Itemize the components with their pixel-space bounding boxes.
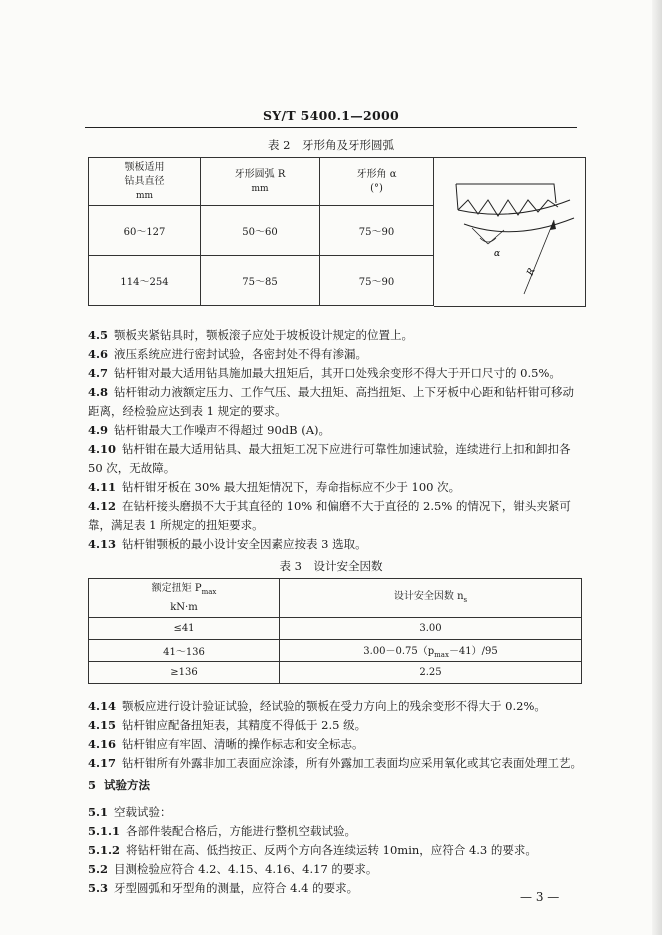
table-row [89, 618, 582, 640]
table3-caption: 表 3 设计安全因数 [279, 559, 383, 573]
header-text: 额定扭矩 P [151, 582, 202, 594]
table-cell: 75～90 [320, 256, 434, 306]
table2-header-diameter [89, 158, 201, 206]
table-cell: ≤41 [89, 618, 280, 640]
table2-header-angle [320, 158, 434, 206]
header-unit: kN·m [170, 601, 198, 613]
clause-4-7: 4.7 钻杆钳对最大适用钻具施加最大扭矩后，其开口处残余变形不得大于开口尺寸的 0.5%。 [88, 366, 561, 380]
table-cell: 3.00 [280, 618, 582, 640]
table-cell: 75～85 [201, 256, 320, 306]
formula-part: －41）/95 [448, 646, 498, 657]
header-line: 颚板适用 [124, 161, 165, 173]
table3-header-factor [280, 579, 582, 618]
header-line: 钻具直径 [124, 175, 165, 187]
formula-subscript: max [434, 651, 449, 659]
clauses-5 [88, 803, 583, 898]
clause-4-14: 4.14 颚板应进行设计验证试验，经试验的颚板在受力方向上的残余变形不得大于 0.2%。 [88, 699, 546, 713]
table-cell: 41～136 [89, 640, 280, 662]
header-unit: mm [135, 190, 154, 201]
clause-5-3: 5.3 牙型圆弧和牙型角的测量，应符合 4.4 的要求。 [88, 881, 359, 895]
table3 [88, 578, 582, 684]
clause-4-16: 4.16 钻杆钳应有牢固、清晰的操作标志和安全标志。 [88, 737, 364, 751]
clause-4-9: 4.9 钻杆钳最大工作噪声不得超过 90dB (A)。 [88, 423, 331, 437]
alpha-label: α [494, 249, 501, 259]
header-subscript: max [201, 587, 217, 596]
table-row [89, 256, 434, 306]
header-subscript: s [463, 595, 468, 604]
clause-4-15: 4.15 钻杆钳应配备扭矩表，其精度不得低于 2.5 级。 [88, 718, 367, 732]
section-5-heading [88, 776, 583, 795]
clause-4-12: 4.12 在钻杆接头磨损不大于其直径的 10% 和偏磨不大于直径的 2.5% 的情况下，钳头夹紧可靠，满足表 1 所规定的扭矩要求。 [88, 499, 571, 532]
table-cell: ≥136 [89, 662, 280, 684]
r-label: R [525, 266, 538, 278]
table-cell: 75～90 [320, 206, 434, 256]
header-unit: (°) [370, 182, 383, 194]
clause-4-13: 4.13 钻杆钳颚板的最小设计安全因素应按表 3 选取。 [88, 537, 367, 551]
clause-4-8: 4.8 钻杆钳动力液额定压力、工作气压、最大扭矩、高挡扭矩、上下牙板中心距和钻杆钳可移动距离，经检验应达到表 1 规定的要求。 [88, 385, 575, 418]
table-row [89, 640, 582, 662]
section-number: 5 [88, 778, 97, 792]
page-number: — 3 — [520, 890, 560, 904]
header-text: 设计安全因数 n [393, 590, 464, 602]
clause-5-1-1: 5.1.1 各部件装配合格后，方能进行整机空载试验。 [88, 824, 357, 838]
clause-5-1: 5.1 空载试验： [88, 805, 172, 819]
header-rule [85, 127, 577, 128]
tooth-profile-diagram [434, 157, 586, 307]
header-line: 牙形圆弧 R [234, 168, 286, 180]
header-line: 牙形角 α [356, 168, 397, 180]
table-cell: 60～127 [89, 206, 201, 256]
table-row [89, 206, 434, 256]
clause-5-1-2: 5.1.2 将钻杆钳在高、低挡按正、反两个方向各连续运转 10min，应符合 4.3 的要求。 [88, 843, 537, 857]
table3-header-torque [89, 579, 280, 618]
table-cell [280, 640, 582, 662]
clause-5-2: 5.2 目测检验应符合 4.2、4.15、4.16、4.17 的要求。 [88, 862, 378, 876]
table-cell: 50～60 [201, 206, 320, 256]
section-title: 试验方法 [104, 778, 151, 792]
standard-header: SY/T 5400.1—2000 [262, 108, 400, 123]
table2-header-arc [201, 158, 320, 206]
clauses-4-14-to-4-17 [88, 697, 583, 773]
clause-4-5: 4.5 颚板夹紧钻具时，颚板滚子应处于坡板设计规定的位置上。 [88, 328, 414, 342]
table-cell: 114～254 [89, 256, 201, 306]
formula-part: 3.00－0.75（p [363, 646, 435, 657]
table-row [89, 662, 582, 684]
clause-4-11: 4.11 钻杆钳牙板在 30% 最大扭矩情况下，寿命指标应不少于 100 次。 [88, 480, 461, 494]
table2 [88, 157, 434, 306]
header-unit: mm [251, 183, 269, 194]
table-cell: 2.25 [280, 662, 582, 684]
clause-4-17: 4.17 钻杆钳所有外露非加工表面应涂漆，所有外露加工表面均应采用氧化或其它表面处理工艺。 [88, 756, 583, 770]
clause-4-10: 4.10 钻杆钳在最大适用钻具、最大扭矩工况下应进行可靠性加速试验，连续进行上扣和卸扣各 50 次，无故障。 [88, 442, 571, 475]
clause-4-6: 4.6 液压系统应进行密封试验，各密封处不得有渗漏。 [88, 347, 368, 361]
clauses-4-5-to-4-13 [88, 326, 583, 554]
table2-caption: 表 2 牙形角及牙形圆弧 [268, 138, 394, 152]
tooth-profile-svg [434, 158, 584, 306]
